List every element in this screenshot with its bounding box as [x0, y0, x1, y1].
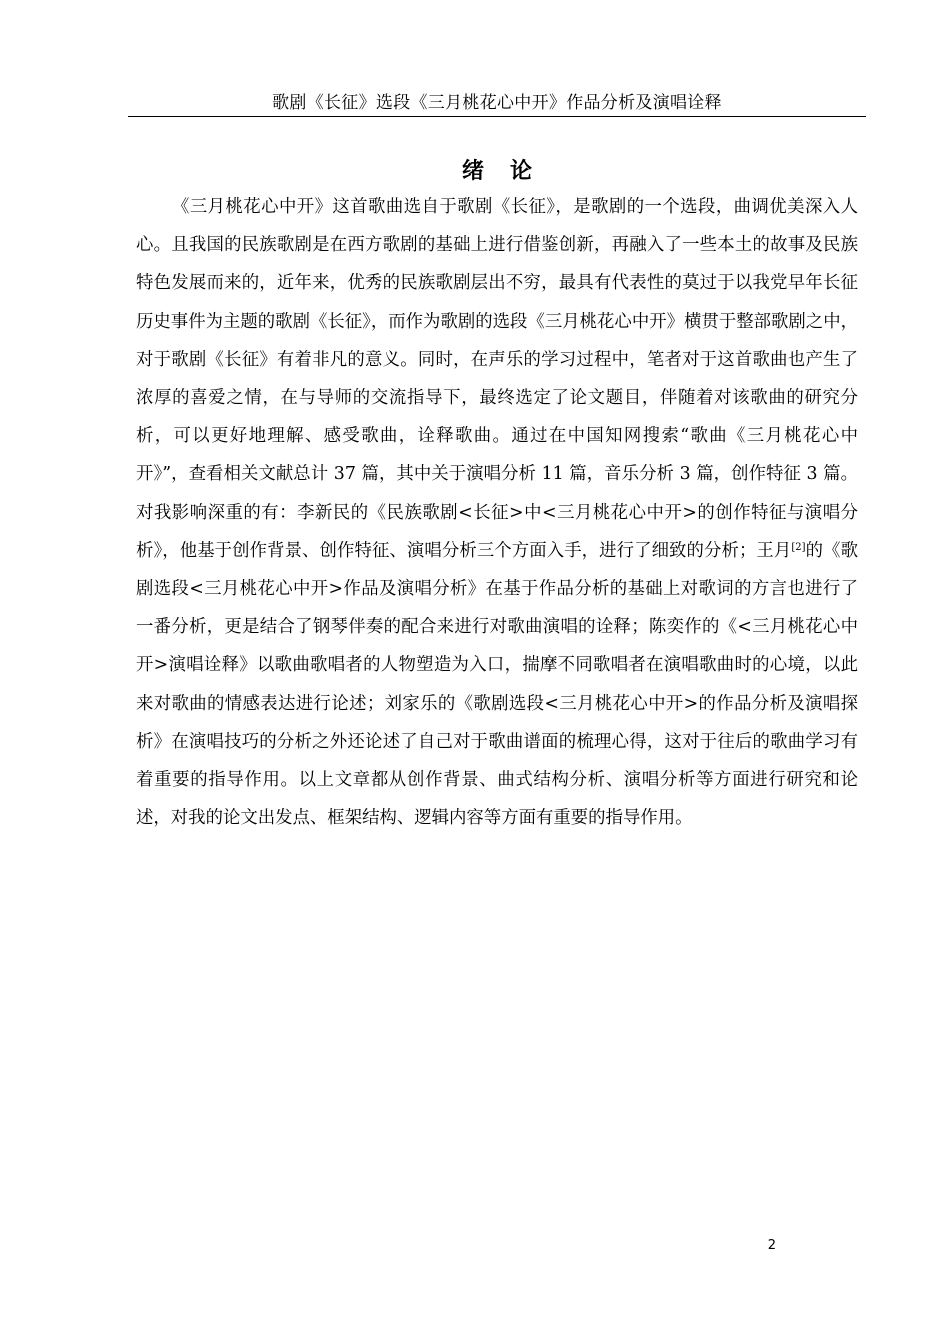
body-paragraph [136, 188, 858, 837]
citation-reference[interactable]: [2] [791, 541, 806, 553]
body-text-part-1: 《三月桃花心中开》这首歌曲选自于歌剧《长征》，是歌剧的一个选段，曲调优美深入人心。且我国的民族歌剧是在西方歌剧的基础上进行借鉴创新，再融入了一些本土的故事及民族特色发展而来的，近年来，优秀的民族歌剧层出不穷，最具有代表性的莫过于以我党早年长征历史事件为主题的歌剧《长征》，而作为歌剧的选段《三月桃花心中开》横贯于整部歌剧之中，对于歌剧《长征》有着非凡的意义。同时，在声乐的学习过程中，笔者对于这首歌曲也产生了浓厚的喜爱之情，在与导师的交流指导下，最终选定了论文题目，伴随着对该歌曲的研究分析，可以更好地理解、感受歌曲，诠释歌曲。通过在中国知网搜索“歌曲《三月桃花心中开》”，查看相关文献总计 37 篇，其中关于演唱分析 11 篇，音乐分析 3 篇，创作特征 3 篇。对我影响深重的有：李新民的《民族歌剧<长征>中<三月桃花心中开>的创作特征与演唱分析》，他基于创作背景、创作特征、演唱分析三个方面入手，进行了细致的分析；王月 [136, 197, 858, 561]
body-text-part-2: 的《歌剧选段<三月桃花心中开>作品及演唱分析》在基于作品分析的基础上对歌词的方言也进行了一番分析，更是结合了钢琴伴奏的配合来进行对歌曲演唱的诠释；陈奕作的《<三月桃花心中开>演唱诠释》以歌曲歌唱者的人物塑造为入口，揣摩不同歌唱者在演唱歌曲时的心境，以此来对歌曲的情感表达进行论述；刘家乐的《歌剧选段<三月桃花心中开>的作品分析及演唱探析》在演唱技巧的分析之外还论述了自己对于歌曲谱面的梳理心得，这对于往后的歌曲学习有着重要的指导作用。以上文章都从创作背景、曲式结构分析、演唱分析等方面进行研究和论述，对我的论文出发点、框架结构、逻辑内容等方面有重要的指导作用。 [136, 540, 858, 829]
section-title: 绪论 [461, 159, 558, 184]
page-number: 2 [767, 1238, 776, 1253]
running-header-title: 歌剧《长征》选段《三月桃花心中开》作品分析及演唱诠释 [272, 93, 722, 113]
header-rule [128, 116, 866, 117]
